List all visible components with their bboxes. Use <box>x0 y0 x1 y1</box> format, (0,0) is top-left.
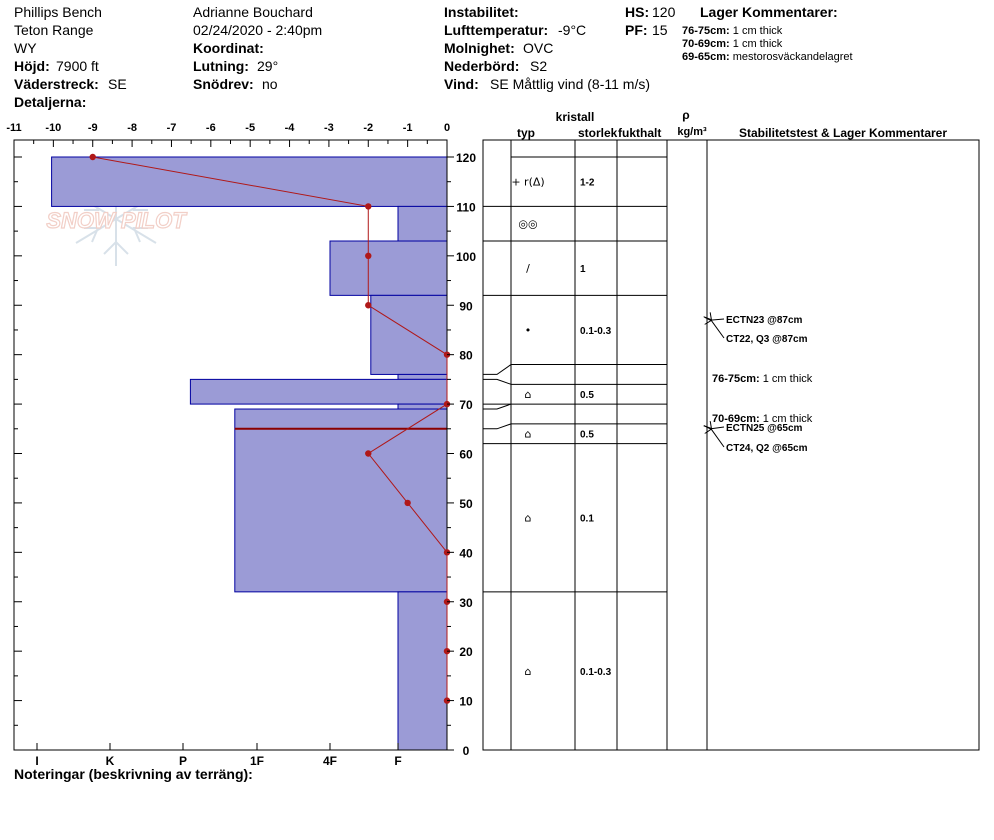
grain-type-symbol: ⌂ <box>524 427 532 441</box>
elevation-value: 7900 ft <box>56 58 99 74</box>
height-tick-label: 30 <box>459 595 473 610</box>
temp-tick-label: -9 <box>87 122 98 134</box>
precip-value: S2 <box>530 58 548 74</box>
observer-name: Adrianne Bouchard <box>193 4 313 20</box>
grain-size: 0.1-0.3 <box>580 325 612 337</box>
density-unit-header: kg/m³ <box>677 126 707 138</box>
height-tick-label: 70 <box>459 398 473 413</box>
layer-comment-text: 1 cm thick <box>759 413 813 425</box>
header-comment-1-text: 1 cm thick <box>732 25 783 37</box>
pf-label: PF: <box>625 22 648 38</box>
layer-connector <box>483 424 511 429</box>
height-tick-label: 40 <box>459 546 473 561</box>
temp-tick-label: 0 <box>443 122 451 134</box>
hardness-layer-0 <box>52 157 447 206</box>
temp-tick-label: -5 <box>245 122 256 134</box>
height-tick-label: 90 <box>459 299 473 314</box>
precip-label: Nederbörd: <box>444 58 520 74</box>
elevation-label: Höjd: <box>14 58 50 74</box>
stability-test-label: CT24, Q2 @65cm <box>726 443 808 454</box>
hardness-layer-4 <box>398 374 447 379</box>
layer-connector <box>483 379 511 384</box>
header-comment-3-range: 69-65cm: <box>682 51 730 63</box>
temp-tick-label: -10 <box>45 122 62 134</box>
height-tick-label: 100 <box>455 249 477 264</box>
grain-size: 0.1 <box>580 513 594 525</box>
observation-datetime: 02/24/2020 - 2:40pm <box>193 22 323 38</box>
sky-label: Molnighet: <box>444 40 515 56</box>
drift-value: no <box>262 76 278 92</box>
grain-size: 0.5 <box>580 390 594 402</box>
stability-test-label: ECTN23 @87cm <box>726 315 803 326</box>
range-name: Teton Range <box>14 22 94 38</box>
header-comment-1-range: 76-75cm: <box>682 25 730 37</box>
rho-header: ρ <box>682 108 690 122</box>
hardness-layer-2 <box>330 241 447 295</box>
height-tick-label: 120 <box>455 151 477 165</box>
stability-test-arrow <box>711 319 724 320</box>
header-comment-2-text: 1 cm thick <box>732 38 783 50</box>
grain-type-symbol: ◎◎ <box>518 217 538 231</box>
coordinate-label: Koordinat: <box>193 40 264 56</box>
details-label: Detaljerna: <box>14 94 87 110</box>
grain-type-symbol: ⌂ <box>524 664 532 678</box>
grain-size: 0.5 <box>580 429 594 441</box>
height-tick-label: 80 <box>459 348 473 363</box>
layer-connector <box>483 404 511 409</box>
stability-test-label: CT22, Q3 @87cm <box>726 334 808 345</box>
type-header: typ <box>517 126 535 140</box>
location-name: Phillips Bench <box>14 4 102 20</box>
hardness-tick-label: P <box>178 754 188 768</box>
hardness-layer-8 <box>398 592 447 750</box>
grain-type-symbol: • <box>524 323 532 337</box>
height-tick-label: 50 <box>459 496 473 511</box>
drift-label: Snödrev: <box>193 76 254 92</box>
grain-size: 1-2 <box>580 177 595 189</box>
aspect-label: Väderstreck: <box>14 76 99 92</box>
air-temp-label: Lufttemperatur: <box>444 22 549 38</box>
temp-tick-label: -1 <box>402 122 413 134</box>
header-comment-3-text: mestorosväckandelagret <box>732 51 853 63</box>
hs-value: 120 <box>652 4 676 20</box>
temp-tick-label: -3 <box>324 122 334 134</box>
stability-tests <box>711 315 813 454</box>
temperature-point <box>365 450 371 456</box>
hardness-tick-label: 4F <box>322 754 338 768</box>
moisture-header: fukthalt <box>618 126 662 140</box>
hardness-layer-3 <box>371 295 447 374</box>
height-tick-label: 60 <box>459 447 473 462</box>
temp-tick-label: -11 <box>6 122 22 134</box>
stability-header: Stabilitetstest & Lager Kommentarer <box>738 126 948 140</box>
stability-test-label: ECTN25 @65cm <box>726 423 803 434</box>
grain-type-symbol: / <box>526 262 530 276</box>
grain-size: 1 <box>580 264 586 276</box>
stability-test-arrow <box>711 320 724 338</box>
temp-tick-label: -8 <box>127 122 137 134</box>
height-tick-label: 0 <box>462 744 470 758</box>
layer-comments-label: Lager Kommentarer: <box>700 4 838 20</box>
layer-comment <box>712 413 813 425</box>
hardness-layer-1 <box>398 206 447 241</box>
layer-comment-range: 70-69cm: <box>712 413 760 425</box>
layer-comment <box>712 373 813 385</box>
slope-label: Lutning: <box>193 58 249 74</box>
hardness-layer-7 <box>235 409 447 592</box>
wind-value: SE Måttlig vind (8-11 m/s) <box>490 76 651 92</box>
temp-tick-label: -6 <box>205 122 216 134</box>
crystal-header: kristall <box>555 110 595 124</box>
temperature-point <box>365 253 371 259</box>
height-tick-label: 10 <box>459 694 473 709</box>
temperature-point <box>365 302 371 308</box>
header-comment-2-range: 70-69cm: <box>682 38 730 50</box>
notes-label: Noteringar (beskrivning av terräng): <box>14 766 253 782</box>
layer-connector <box>483 365 511 375</box>
aspect-value: SE <box>108 76 127 92</box>
sky-value: OVC <box>523 40 554 56</box>
height-tick-label: 110 <box>456 200 476 215</box>
hardness-tick-label: K <box>105 754 115 768</box>
layer-comment-range: 76-75cm: <box>712 373 760 385</box>
size-header: storlek <box>578 126 618 140</box>
hs-label: HS: <box>625 4 650 20</box>
temperature-point <box>365 203 371 209</box>
layer-comment-text: 1 cm thick <box>759 373 813 385</box>
air-temp-value: -9°C <box>558 22 587 38</box>
hardness-tick-label: 1F <box>249 754 265 768</box>
instability-label: Instabilitet: <box>444 4 519 20</box>
wind-label: Vind: <box>444 76 479 92</box>
slope-value: 29° <box>257 58 279 74</box>
grain-type-symbol: ⌂ <box>524 388 532 402</box>
watermark-text: SNOW PILOT <box>46 208 186 233</box>
grain-type-symbol: ⌂ <box>524 511 532 525</box>
state-name: WY <box>14 40 37 56</box>
temperature-point <box>404 500 410 506</box>
pf-value: 15 <box>652 22 668 38</box>
temp-tick-label: -7 <box>166 122 177 134</box>
hardness-layer-5 <box>190 379 447 404</box>
temperature-point <box>90 154 96 160</box>
hardness-tick-label: I <box>35 754 39 768</box>
grain-type-symbol: + r(Δ) <box>511 175 545 189</box>
grain-size: 0.1-0.3 <box>580 666 612 678</box>
temp-tick-label: -4 <box>284 122 295 134</box>
height-tick-label: 20 <box>459 645 473 660</box>
hardness-tick-label: F <box>394 754 402 768</box>
temp-tick-label: -2 <box>363 122 374 134</box>
stability-test-arrow <box>711 429 724 447</box>
stability-test-arrow <box>711 427 724 429</box>
